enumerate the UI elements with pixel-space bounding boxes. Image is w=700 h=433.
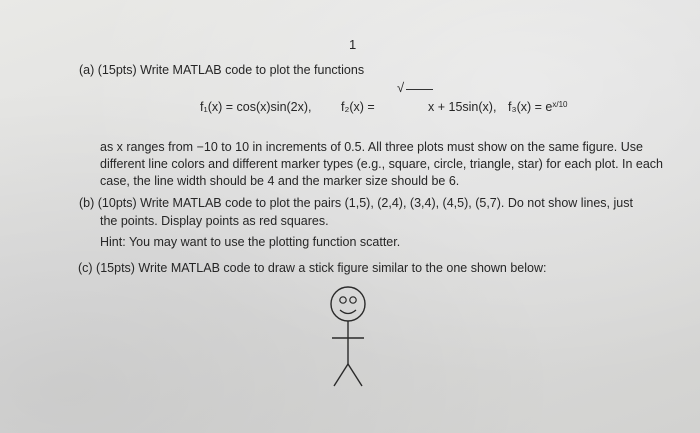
- function-f3-exponent: x/10: [552, 100, 568, 109]
- function-f3-base: f₃(x) = e: [508, 100, 553, 114]
- sqrt-symbol: √: [397, 80, 405, 95]
- stick-figure-left-leg: [334, 364, 348, 386]
- part-a-text-line-1: as x ranges from −10 to 10 in increments of 0.5. All three plots must show on the same figure. Use: [100, 140, 643, 154]
- part-a-heading: (a) (15pts) Write MATLAB code to plot the functions: [79, 63, 365, 77]
- sqrt-vinculum: [406, 89, 433, 90]
- page-number: 1: [349, 37, 357, 52]
- function-f2-lhs: f₂(x) =: [341, 100, 375, 114]
- stick-figure-right-eye: [350, 297, 356, 303]
- function-f1: f₁(x) = cos(x)sin(2x),: [200, 100, 312, 114]
- stick-figure-head: [331, 287, 365, 321]
- stick-figure-right-leg: [348, 364, 362, 386]
- part-b-hint: Hint: You may want to use the plotting function scatter.: [100, 235, 401, 249]
- stick-figure-left-eye: [340, 297, 346, 303]
- stick-figure-drawing: [310, 282, 390, 392]
- part-b-heading: (b) (10pts) Write MATLAB code to plot the pairs (1,5), (2,4), (3,4), (4,5), (5,7). Do not show lines, just: [79, 196, 633, 210]
- part-a-text-line-3: case, the line width should be 4 and the marker size should be 6.: [100, 174, 460, 188]
- part-a-text-line-2: different line colors and different marker types (e.g., square, circle, triangle, star) for each plot. In each: [100, 157, 664, 171]
- part-c-heading: (c) (15pts) Write MATLAB code to draw a stick figure similar to the one shown below:: [78, 261, 547, 275]
- function-f2-rhs: x + 15sin(x),: [428, 100, 497, 114]
- function-f3: [508, 100, 567, 114]
- stick-figure-smile: [340, 310, 356, 314]
- part-b-text-line-2: the points. Display points as red squares.: [100, 214, 329, 228]
